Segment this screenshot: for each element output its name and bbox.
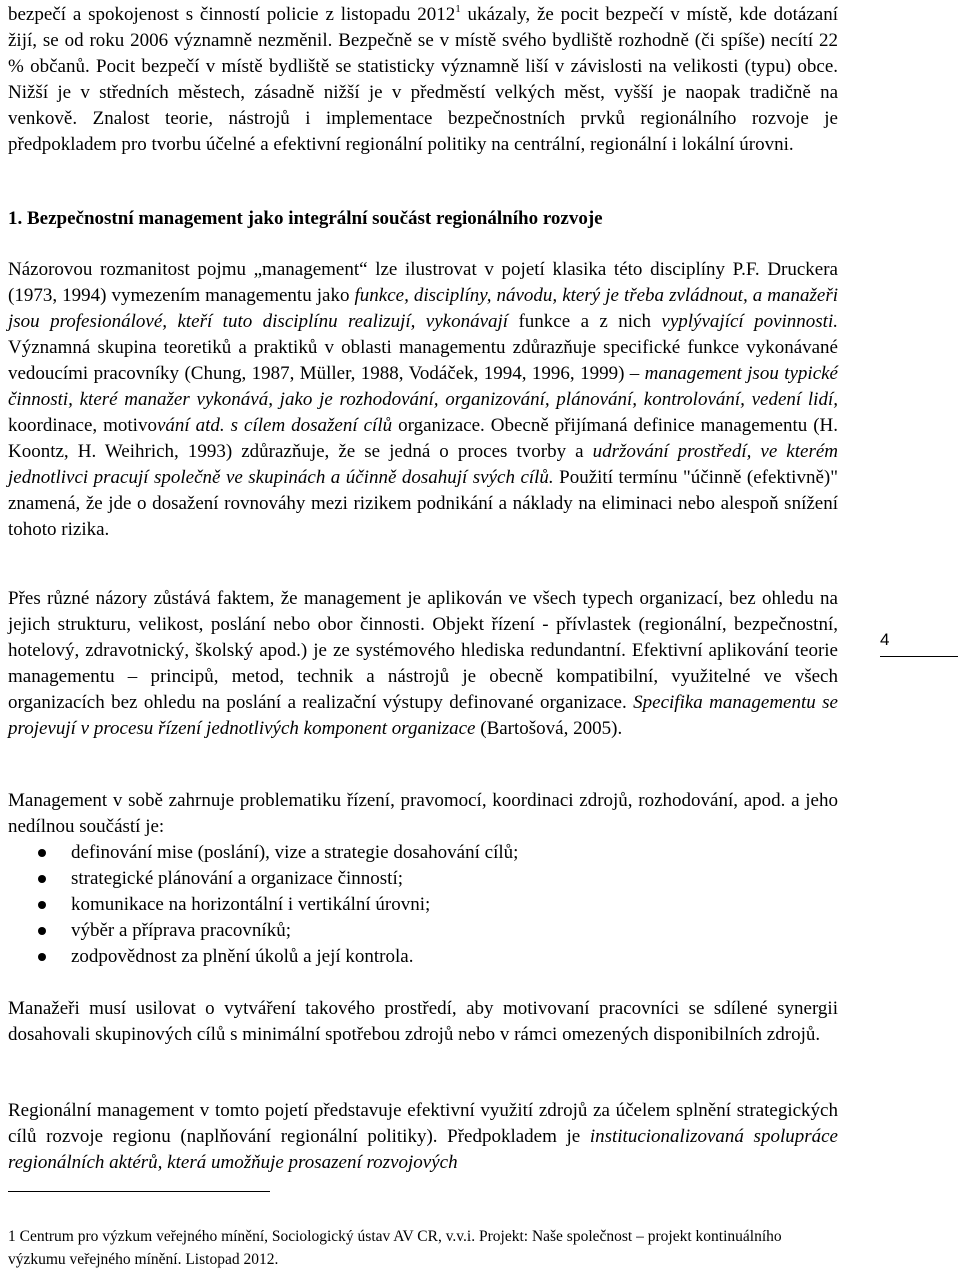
p1-italic: vání atd. s cílem dosažení cílů (156, 415, 393, 436)
list-item-text: strategické plánování a organizace činností; (71, 868, 404, 889)
section-heading-block (8, 206, 838, 232)
bullet-icon (38, 927, 46, 935)
page-number: 4 (880, 630, 958, 657)
p1-text: koordinace, motivo (8, 415, 157, 436)
bullet-icon (38, 875, 46, 883)
footnote-number: 1 (8, 1228, 16, 1245)
paragraph-1-block (8, 257, 838, 543)
paragraph-1 (8, 257, 838, 543)
list-item (8, 944, 838, 970)
p1-text: Názorovou rozmanitost pojmu „management“ lze ilustrovat v pojetí klasika této disciplíny P.F. Druckera (1973, 1994) vymezením managementu jako (8, 259, 838, 306)
footnote-reference: 1 (455, 3, 461, 15)
p1-text: Použití termínu "účinně (efektivně)" znamená, že jde o dosažení rovnováhy mezi rizikem podnikání a náklady na eliminaci nebo alespoň snížení tohoto rizika. (8, 467, 838, 540)
list-item (8, 866, 838, 892)
footnote (8, 1225, 838, 1271)
p1-italic: vyplývající povinnosti. (661, 311, 838, 332)
intro-paragraph (8, 2, 838, 158)
p5-italic: institucionalizovaná spolupráce regionálních aktérů, která umožňuje prosazení rozvojových (8, 1126, 838, 1173)
paragraph-2 (8, 586, 838, 742)
footnote-text: Centrum pro výzkum veřejného mínění, Sociologický ústav AV CR, v.v.i. Projekt: Naše společnost – projekt kontinuálního výzkumu veřejného mínění. Listopad 2012. (8, 1228, 782, 1268)
bullet-icon (38, 953, 46, 961)
p1-text: organizace. Obecně přijímaná definice managementu (H. Koontz, H. Weihrich, 1993) zdůrazňuje, že se jedná o proces tvorby a (8, 415, 838, 462)
p2-text: (Bartošová, 2005). (475, 718, 623, 739)
list-item-text: výběr a příprava pracovníků; (71, 920, 291, 941)
paragraph-3-block (8, 788, 838, 970)
p1-text: funkce a z nich (508, 311, 662, 332)
intro-paragraph-block (8, 2, 838, 158)
p2-italic: Specifika managementu se projevují v procesu řízení jednotlivých komponent organizace (8, 692, 838, 739)
bullet-list (8, 840, 838, 970)
section-heading: 1. Bezpečnostní management jako integrální součást regionálního rozvoje (8, 208, 603, 229)
p1-text: Významná skupina teoretiků a praktiků v oblasti managementu zdůrazňuje specifické funkce vykonávané vedoucími pracovníky (Chung, 1987, Müller, 1988, Vodáček, 1994, 1996, 1999) – (8, 337, 838, 384)
list-item-text: komunikace na horizontální i vertikální úrovni; (71, 894, 431, 915)
bullet-icon (38, 849, 46, 857)
list-item (8, 918, 838, 944)
footnote-separator (8, 1191, 270, 1192)
p1-italic: management jsou typické činnosti, které manažer vykonává, jako je rozhodování, organizování, plánování, kontrolování, vedení lidí, (8, 363, 838, 410)
intro-text-start: bezpečí a spokojenost s činností policie z listopadu 2012 (8, 4, 456, 25)
paragraph-4: Manažeři musí usilovat o vytváření takového prostředí, aby motivovaní pracovníci se sdílené synergii dosahovali skupinových cílů s minimální spotřebou zdrojů nebo v rámci omezených disponibilních zdrojů. (8, 998, 838, 1045)
bullet-icon (38, 901, 46, 909)
list-item (8, 840, 838, 866)
p1-italic: funkce, disciplíny, návodu, který je třeba zvládnout, a manažeři jsou profesionálové, kteří tuto disciplínu realizují, vykonávají (8, 285, 839, 332)
paragraph-4-block (8, 996, 838, 1048)
paragraph-5-block (8, 1098, 838, 1176)
p5-text: Regionální management v tomto pojetí představuje efektivní využití zdrojů za účelem splnění strategických cílů rozvoje regionu (naplňování regionální politiky). Předpokladem je (8, 1100, 838, 1147)
list-item (8, 892, 838, 918)
paragraph-2-block (8, 586, 838, 742)
p2-text: Přes různé názory zůstává faktem, že management je aplikován ve všech typech organizací, bez ohledu na jejich strukturu, velikost, poslání nebo obor činnosti. Objekt řízení - přívlastek (regionální, bezpečnostní, hotelový, zdravotnický, školský apod.) je ze systémového hlediska redundantní. Efektivní aplikování teorie managementu – principů, metod, technik a nástrojů je obecně kompatibilní, využitelné ve všech organizacích bez ohledu na poslání a realizační výstupy definované organizace. (8, 588, 838, 713)
p1-italic: udržování prostředí, ve kterém jednotlivci pracují společně ve skupinách a účinně dosahují svých cílů. (8, 441, 838, 488)
intro-text-rest: ukázaly, že pocit bezpečí v místě, kde dotázaní žijí, se od roku 2006 významně nezměnil. Bezpečně se v místě svého bydliště rozhodně (či spíše) necítí 22 % občanů. Pocit bezpečí v místě bydliště se statisticky významně liší v závislosti na velikosti (typu) obce. Nižší je v středních městech, zásadně nižší je v předměstí velkých měst, vyšší je naopak tradičně na venkově. Znalost teorie, nástrojů i implementace bezpečnostních prvků regionálního rozvoje je předpokladem pro tvorbu účelné a efektivní regionální politiky na centrální, regionální i lokální úrovni. (8, 4, 838, 155)
list-item-text: zodpovědnost za plnění úkolů a její kontrola. (71, 946, 414, 967)
paragraph-5 (8, 1098, 838, 1176)
list-item-text: definování mise (poslání), vize a strategie dosahování cílů; (71, 842, 519, 863)
paragraph-3: Management v sobě zahrnuje problematiku řízení, pravomocí, koordinaci zdrojů, rozhodování, apod. a jeho nedílnou součástí je: (8, 790, 838, 837)
